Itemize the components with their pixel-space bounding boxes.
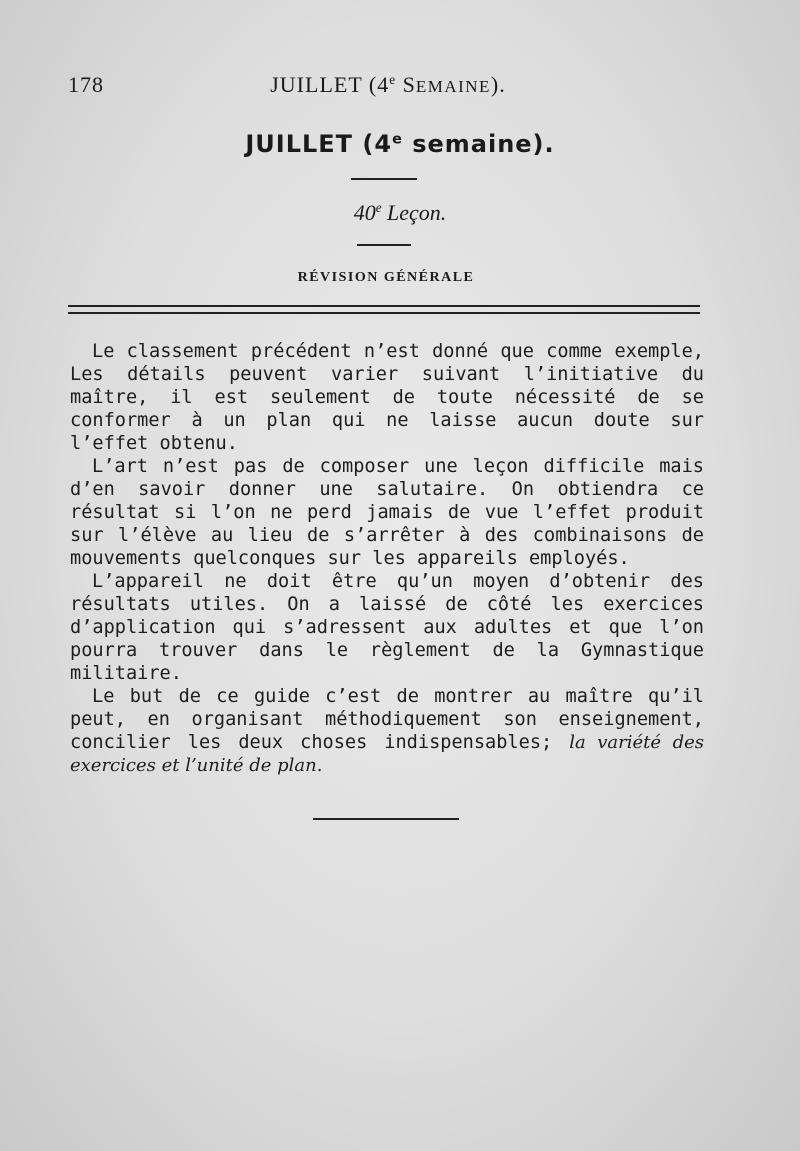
lesson-label: Leçon. (381, 200, 447, 225)
running-title-main: JUILLET (4 (270, 72, 390, 97)
page-number: 178 (68, 72, 104, 97)
body-text (70, 340, 704, 777)
chapter-title-sup: e (392, 131, 403, 148)
paragraph: Le classement précédent n’est donné que comme exemple, Les détails peuvent varier suivant l’initiative du maître, il est seulement de toute nécessité de se conformer à un plan qui ne laisse aucun doute sur l’effet obtenu. (70, 341, 704, 454)
title-divider (351, 178, 417, 180)
running-title-sup: e (389, 72, 397, 88)
section-rule-bottom (68, 312, 700, 314)
chapter-title (0, 130, 800, 158)
chapter-title-main: JUILLET (245, 130, 354, 158)
paragraph-text: Le but de ce guide c’est de montrer au maître qu’il peut, en organisant méthodiquement son enseignement, concilier les deux choses indispensables; (70, 686, 704, 753)
lesson-sup: e (375, 200, 382, 216)
lesson-number: 40 (353, 200, 376, 225)
end-rule (313, 818, 459, 820)
chapter-title-rest: semaine). (402, 130, 555, 158)
running-title-rest: S (396, 72, 416, 97)
running-title-smallcaps: EMAINE (415, 77, 491, 96)
running-title (68, 72, 708, 98)
paragraph-italic: la variété des exercices et l’unité de plan. (70, 732, 704, 776)
lesson-title (0, 200, 800, 226)
section-heading: RÉVISION GÉNÉRALE (297, 270, 475, 285)
running-title-end: ). (490, 72, 506, 97)
paragraph: L’appareil ne doit être qu’un moyen d’obtenir des résultats utiles. On a laissé de côté les exercices d’application qui s’adressent aux adultes et que l’on pourra trouver dans le règlement de la Gymnastique militaire. (70, 571, 704, 684)
running-head (68, 72, 708, 102)
paragraph (70, 685, 704, 777)
paragraph: L’art n’est pas de composer une leçon difficile mais d’en savoir donner une salutaire. On obtiendra ce résultat si l’on ne perd jamais de vue l’effet produit sur l’élève au lieu de s’arrêter à des combinaisons de mouvements quelconques sur les appareils employés. (70, 456, 704, 569)
section-rule-top (68, 305, 700, 307)
lesson-divider (357, 244, 411, 246)
chapter-title-paren: (4 (353, 130, 393, 158)
